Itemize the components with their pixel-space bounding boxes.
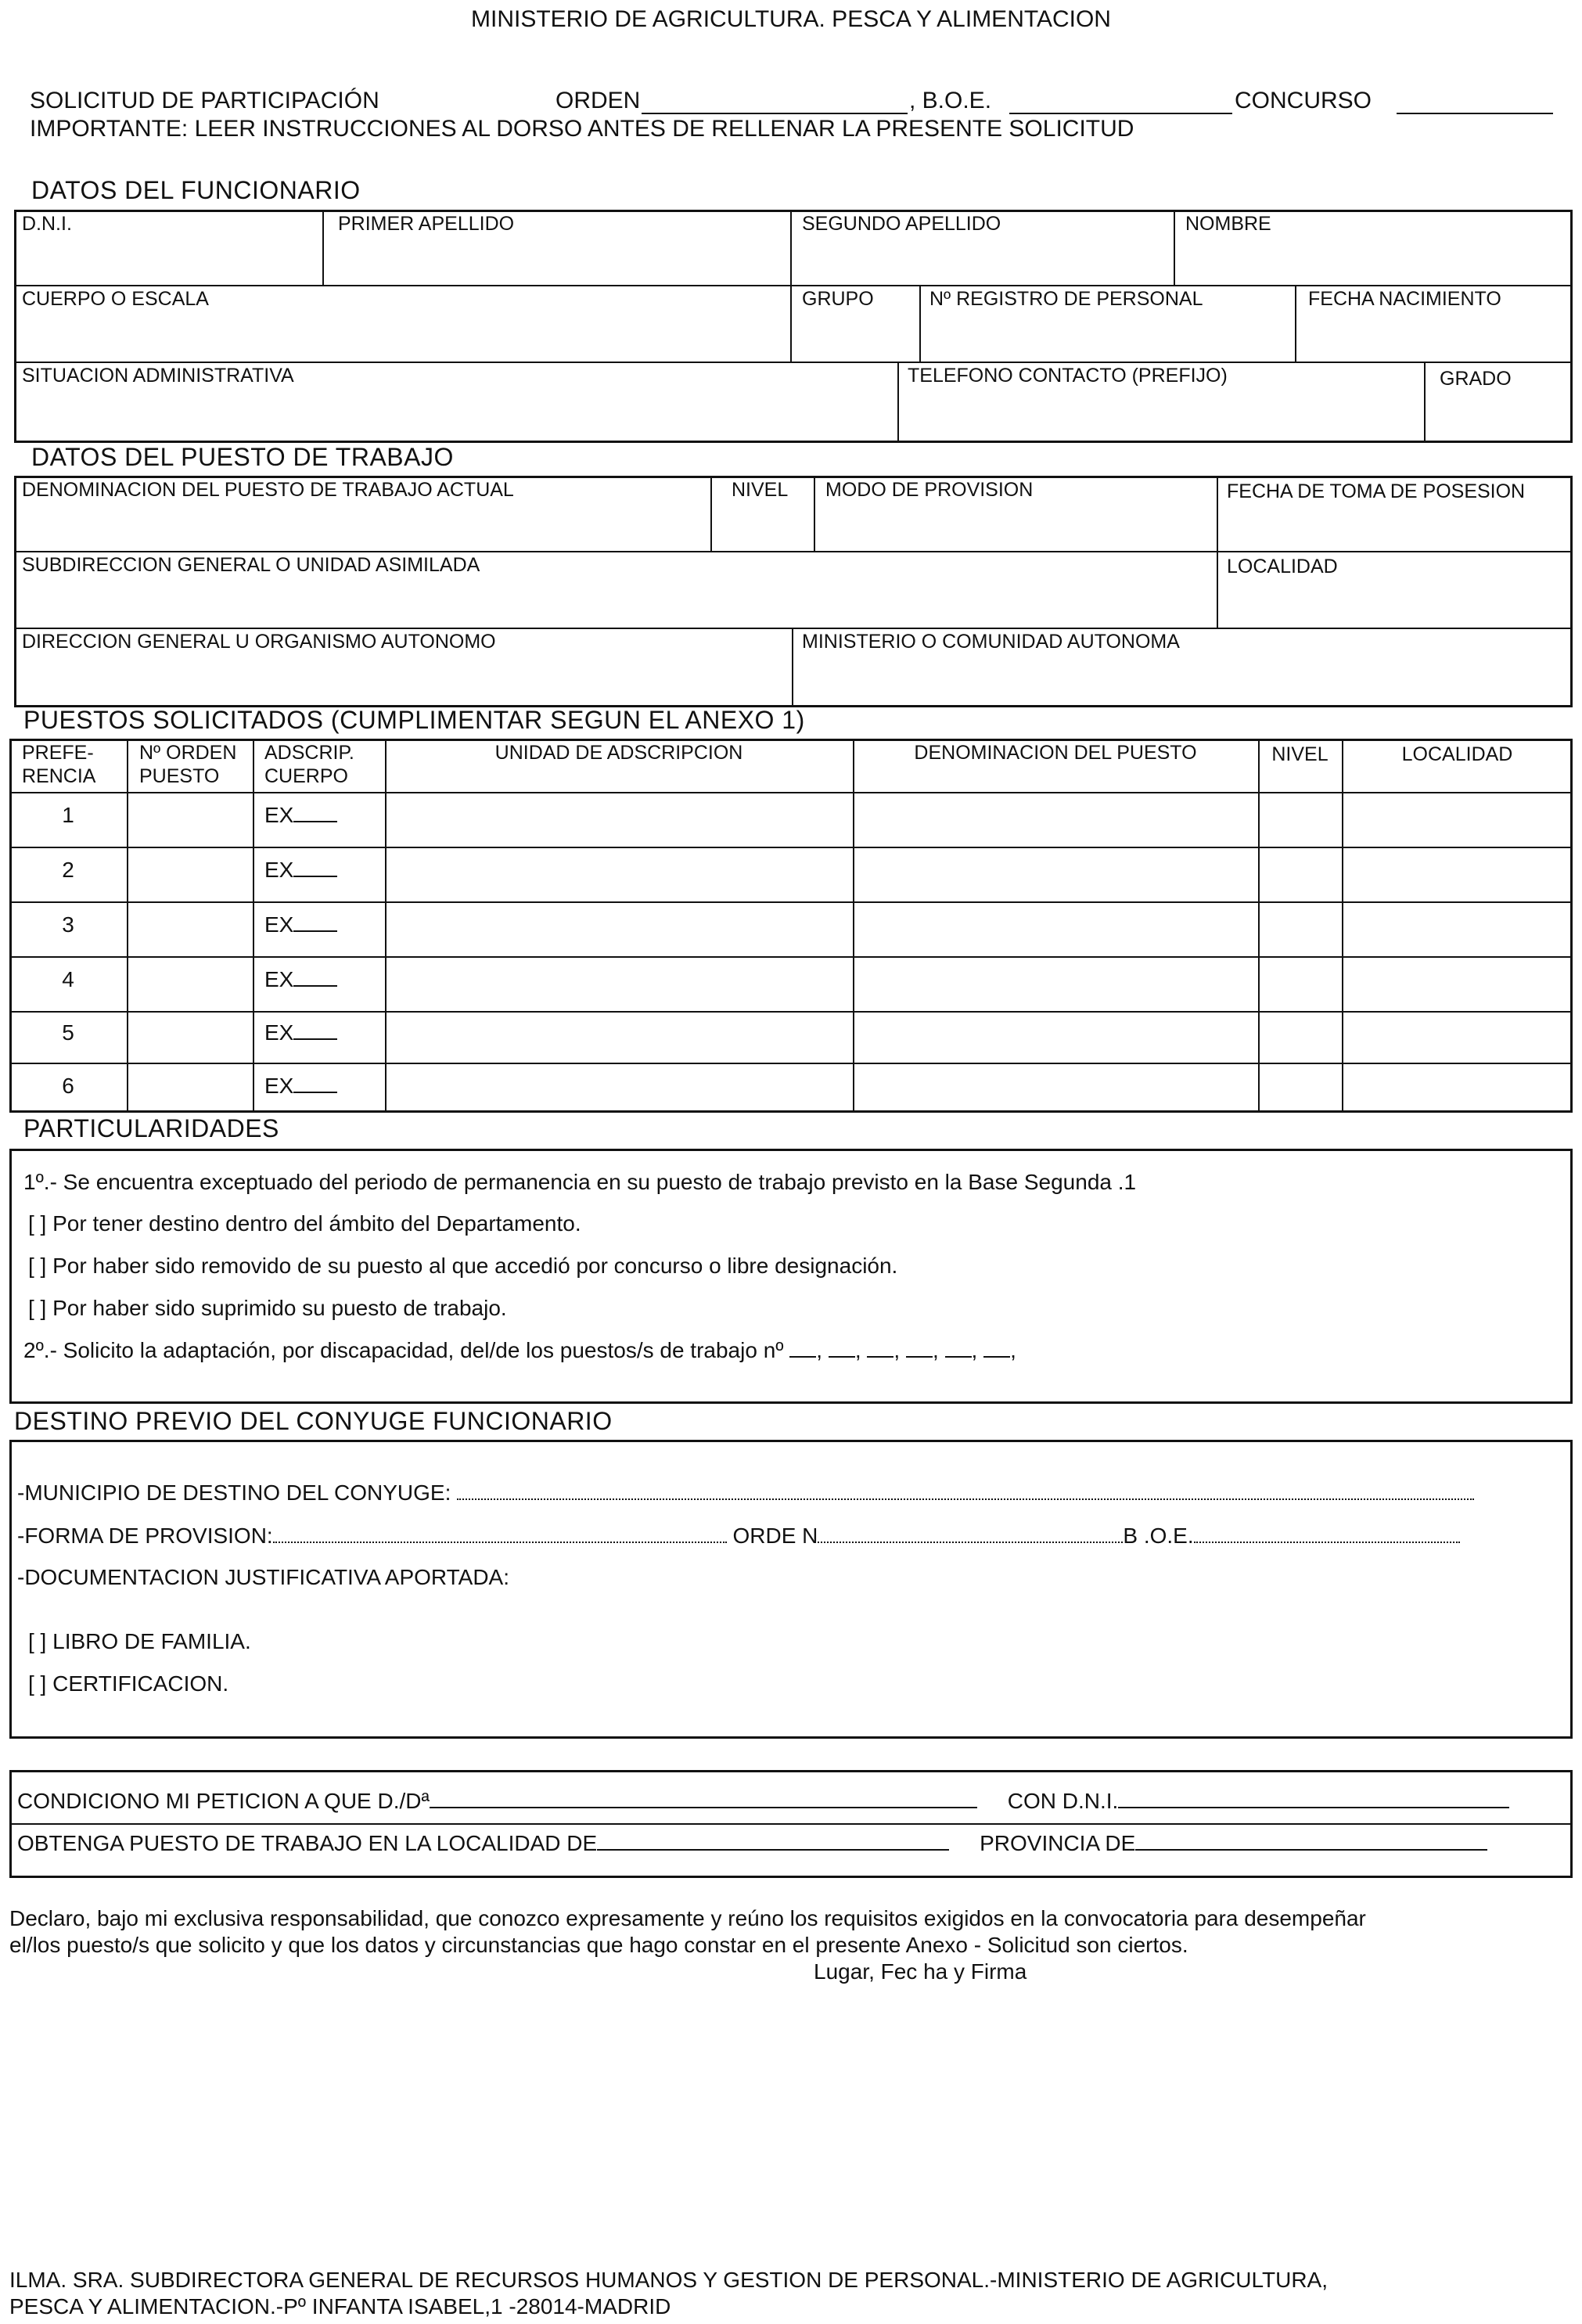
row-preferencia: 3: [62, 912, 74, 937]
row-preferencia: 6: [62, 1074, 74, 1098]
divider: [853, 739, 854, 1113]
cuerpo-field[interactable]: CUERPO O ESCALA: [22, 288, 209, 310]
divider: [792, 628, 793, 707]
row-preferencia: 4: [62, 967, 74, 991]
divider: [1258, 739, 1260, 1113]
forma-label: -FORMA DE PROVISION:: [17, 1524, 273, 1548]
row-adscrip-field[interactable]: [264, 803, 337, 828]
localidad-provincia-line[interactable]: [17, 1831, 1487, 1856]
footer-address-line-2: PESCA Y ALIMENTACION.-Pº INFANTA ISABEL,1 -28014-MADRID: [9, 2294, 671, 2319]
col-unidad-adscripcion: UNIDAD DE ADSCRIPCION: [494, 742, 743, 764]
segundo-apellido-field[interactable]: SEGUNDO APELLIDO: [802, 213, 1001, 235]
ex-label: EX: [264, 912, 294, 937]
divider: [897, 362, 899, 443]
telefono-field[interactable]: TELEFONO CONTACTO (PREFIJO): [908, 365, 1228, 387]
certificacion-checkbox[interactable]: [ ] CERTIFICACION.: [28, 1671, 229, 1696]
divider: [9, 1823, 1573, 1825]
divider: [9, 1011, 1573, 1013]
orden-label: ORDEN: [555, 88, 641, 113]
col-localidad: LOCALIDAD: [1401, 743, 1513, 765]
nivel-field[interactable]: NIVEL: [732, 479, 789, 501]
situacion-field[interactable]: SITUACION ADMINISTRATIVA: [22, 365, 294, 387]
libro-familia-checkbox[interactable]: [ ] LIBRO DE FAMILIA.: [28, 1629, 251, 1653]
divider: [9, 847, 1573, 848]
suprimido-checkbox[interactable]: [ ] Por haber sido suprimido su puesto de trabajo.: [28, 1296, 507, 1320]
orden-blank[interactable]: [642, 113, 908, 114]
boe-blank[interactable]: [1009, 113, 1232, 114]
section-conyuge-title: DESTINO PREVIO DEL CONYUGE FUNCIONARIO: [14, 1407, 613, 1435]
subdireccion-field[interactable]: SUBDIRECCION GENERAL O UNIDAD ASIMILADA: [22, 554, 480, 576]
denominacion-actual-field[interactable]: DENOMINACION DEL PUESTO DE TRABAJO ACTUAL: [22, 479, 514, 501]
divider: [14, 285, 1573, 286]
col-adscrip-cuerpo: ADSCRIP.: [264, 742, 354, 764]
dni-field[interactable]: D.N.I.: [22, 213, 72, 235]
concurso-blank[interactable]: [1397, 113, 1553, 114]
fecha-nacimiento-field[interactable]: FECHA NACIMIENTO: [1308, 288, 1501, 310]
adaptacion-label: 2º.- Solicito la adaptación, por discapacidad, del/de los puestos/s de trabajo nº: [23, 1338, 784, 1362]
divider: [1295, 285, 1296, 362]
funcionario-box: [14, 210, 1573, 443]
primer-apellido-field[interactable]: PRIMER APELLIDO: [338, 213, 515, 235]
declaracion-line-1: Declaro, bajo mi exclusiva responsabilidad, que conozco expresamente y reúno los requisitos exigidos en la convocatoria para desempeñar: [9, 1906, 1366, 1930]
col-denominacion-puesto: DENOMINACION DEL PUESTO: [914, 742, 1197, 764]
ex-label: EX: [264, 803, 294, 827]
divider: [1217, 476, 1218, 628]
solicitados-table: [9, 739, 1573, 1113]
divider: [14, 628, 1573, 629]
ex-label: EX: [264, 1020, 294, 1045]
ministerio-field[interactable]: MINISTERIO O COMUNIDAD AUTONOMA: [802, 631, 1180, 653]
registro-field[interactable]: Nº REGISTRO DE PERSONAL: [929, 288, 1203, 310]
section-puesto-title: DATOS DEL PUESTO DE TRABAJO: [31, 443, 454, 471]
municipio-label: -MUNICIPIO DE DESTINO DEL CONYUGE:: [17, 1480, 451, 1505]
ex-label: EX: [264, 858, 294, 882]
col-preferencia: RENCIA: [22, 765, 96, 787]
col-preferencia: PREFE-: [22, 742, 94, 764]
lugar-fecha-firma: Lugar, Fec ha y Firma: [814, 1959, 1027, 1984]
row-preferencia: 2: [62, 858, 74, 882]
removido-checkbox[interactable]: [ ] Por haber sido removido de su puesto al que accedió por concurso o libre designación.: [28, 1254, 898, 1278]
divider: [127, 739, 128, 1113]
row-preferencia: 1: [62, 803, 74, 827]
divider: [385, 739, 387, 1113]
condiciono-dni-line[interactable]: [17, 1789, 1509, 1814]
boe-label: , B.O.E.: [909, 88, 992, 113]
col-adscrip-cuerpo: CUERPO: [264, 765, 348, 787]
divider: [814, 476, 815, 551]
row-preferencia: 5: [62, 1020, 74, 1045]
grado-field[interactable]: GRADO: [1440, 368, 1512, 390]
divider: [9, 1063, 1573, 1064]
ex-label: EX: [264, 1074, 294, 1098]
divider: [790, 210, 792, 362]
row-adscrip-field[interactable]: [264, 1074, 337, 1099]
divider: [9, 901, 1573, 903]
divider: [14, 362, 1573, 363]
declaracion-line-2: el/los puesto/s que solicito y que los datos y circunstancias que hago constar en el presente Anexo - Solicitud son ciertos.: [9, 1933, 1188, 1957]
row-adscrip-field[interactable]: [264, 967, 337, 992]
boe-label: B .O.E.: [1123, 1524, 1194, 1548]
row-adscrip-field[interactable]: [264, 858, 337, 883]
col-orden-puesto: Nº ORDEN: [139, 742, 237, 764]
ministry-title: MINISTERIO DE AGRICULTURA. PESCA Y ALIMENTACION: [471, 6, 1111, 32]
destino-departamento-checkbox[interactable]: [ ] Por tener destino dentro del ámbito del Departamento.: [28, 1211, 581, 1236]
excepcion-line: 1º.- Se encuentra exceptuado del periodo de permanencia en su puesto de trabajo previsto en la Base Segunda .1: [23, 1170, 1137, 1194]
documentacion-label: -DOCUMENTACION JUSTIFICATIVA APORTADA:: [17, 1565, 510, 1589]
divider: [710, 476, 712, 551]
localidad-label: OBTENGA PUESTO DE TRABAJO EN LA LOCALIDAD DE: [17, 1831, 598, 1855]
con-dni-label: CON D.N.I.: [1007, 1789, 1119, 1813]
divider: [9, 792, 1573, 793]
localidad-field[interactable]: LOCALIDAD: [1227, 556, 1338, 577]
forma-provision-field[interactable]: [17, 1524, 1460, 1549]
importante-note: IMPORTANTE: LEER INSTRUCCIONES AL DORSO ANTES DE RELLENAR LA PRESENTE SOLICITUD: [30, 116, 1134, 142]
section-solicitados-title: PUESTOS SOLICITADOS (CUMPLIMENTAR SEGUN EL ANEXO 1): [23, 706, 805, 734]
solicitud-label: SOLICITUD DE PARTICIPACIÓN: [30, 88, 379, 113]
section-particularidades-title: PARTICULARIDADES: [23, 1114, 279, 1142]
municipio-field[interactable]: [17, 1480, 1474, 1506]
modo-provision-field[interactable]: MODO DE PROVISION: [825, 479, 1034, 501]
col-nivel: NIVEL: [1271, 743, 1329, 765]
col-orden-puesto: PUESTO: [139, 765, 220, 787]
ex-label: EX: [264, 967, 294, 991]
orden-label: ORDE N: [732, 1524, 818, 1548]
direccion-field[interactable]: DIRECCION GENERAL U ORGANISMO AUTONOMO: [22, 631, 496, 653]
divider: [9, 956, 1573, 958]
divider: [322, 210, 324, 285]
divider: [14, 551, 1573, 552]
concurso-label: CONCURSO: [1235, 88, 1372, 113]
adaptacion-line[interactable]: 2º.- Solicito la adaptación, por discapacidad, del/de los puestos/s de trabajo nº , , , , , ,: [23, 1338, 1016, 1362]
divider: [1342, 739, 1343, 1113]
divider: [1424, 362, 1426, 443]
section-funcionario-title: DATOS DEL FUNCIONARIO: [31, 176, 361, 204]
footer-address-line-1: ILMA. SRA. SUBDIRECTORA GENERAL DE RECURSOS HUMANOS Y GESTION DE PERSONAL.-MINISTERIO DE AGRICULTURA,: [9, 2268, 1328, 2292]
divider: [919, 285, 921, 362]
puesto-box: [14, 476, 1573, 707]
grupo-field[interactable]: GRUPO: [802, 288, 874, 310]
nombre-field[interactable]: NOMBRE: [1185, 213, 1271, 235]
divider: [253, 739, 254, 1113]
condiciono-label: CONDICIONO MI PETICION A QUE D./Dª: [17, 1789, 430, 1813]
provincia-label: PROVINCIA DE: [980, 1831, 1136, 1855]
row-adscrip-field[interactable]: [264, 1020, 337, 1045]
fecha-toma-field[interactable]: FECHA DE TOMA DE POSESION: [1227, 480, 1526, 502]
divider: [1174, 210, 1175, 285]
row-adscrip-field[interactable]: [264, 912, 337, 937]
